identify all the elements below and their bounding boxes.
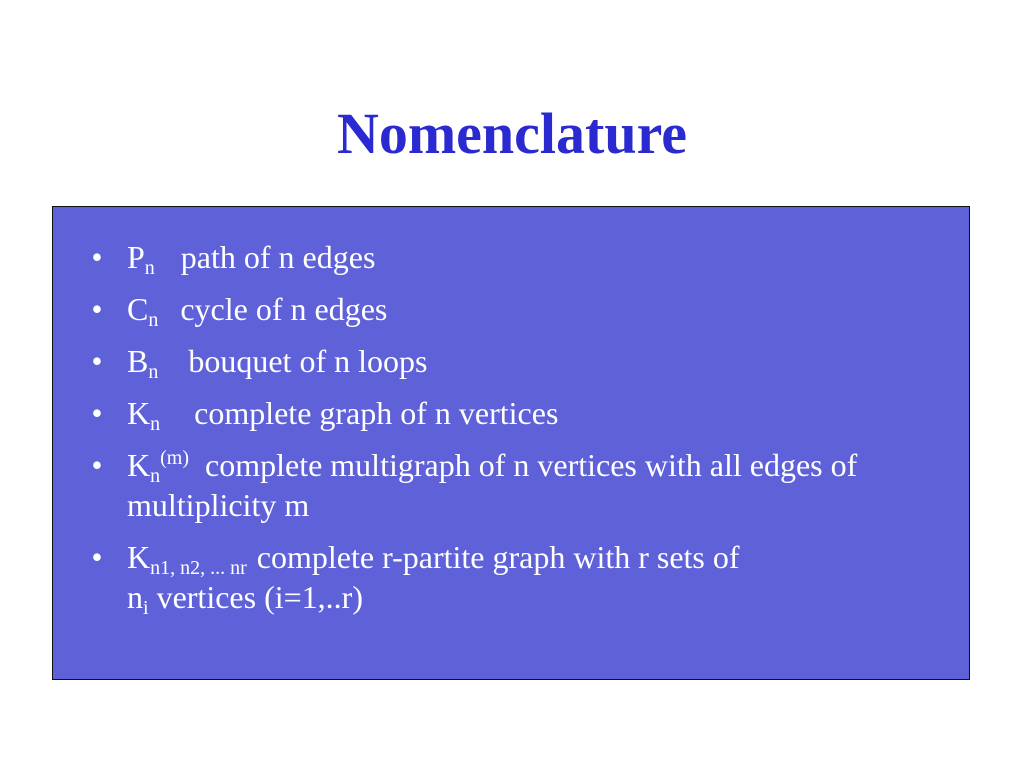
term-symbol (127, 341, 158, 381)
term-definition-rest: vertices (i=1,..r) (148, 579, 363, 615)
bullet-list (85, 237, 945, 629)
bullet-icon: • (91, 291, 103, 327)
bullet-icon: • (91, 539, 103, 575)
list-item (85, 445, 945, 525)
symbol-subscript: n (150, 465, 161, 487)
symbol-letter: K (127, 447, 151, 483)
symbol-subscript: n (148, 309, 159, 331)
term-definition: path of n edges (180, 239, 376, 275)
term-definition-subscript: i (143, 597, 149, 619)
symbol-letter: B (127, 343, 149, 379)
list-item (85, 289, 945, 329)
symbol-letter: C (127, 291, 149, 327)
symbol-subscript: n (144, 257, 155, 279)
term-definition: complete multigraph of n vertices with all edges of multiplicity m (127, 447, 858, 523)
bullet-icon: • (91, 343, 103, 379)
list-item (85, 341, 945, 381)
bullet-icon: • (91, 395, 103, 431)
term-symbol (127, 393, 160, 433)
symbol-subscript: n (150, 413, 161, 435)
bullet-icon: • (91, 239, 103, 275)
term-definition: cycle of n edges (180, 291, 388, 327)
term-definition: complete r-partite graph with r sets of (256, 539, 740, 575)
list-item (85, 393, 945, 433)
slide-title: Nomenclature (336, 101, 688, 166)
term-symbol (127, 289, 158, 329)
symbol-letter: P (127, 239, 145, 275)
symbol-letter: K (127, 395, 151, 431)
term-symbol (127, 237, 155, 277)
term-definition: complete graph of n vertices (194, 395, 559, 431)
term-definition: bouquet of n loops (188, 343, 428, 379)
list-item (85, 537, 945, 617)
term-definition-base: n (127, 579, 143, 615)
symbol-subscript: n1, n2, ... nr (150, 557, 247, 579)
symbol-subscript: n (148, 361, 159, 383)
term-symbol (127, 445, 189, 485)
symbol-superscript: (m) (160, 447, 189, 469)
term-symbol (127, 537, 247, 577)
symbol-letter: K (127, 539, 151, 575)
content-box (52, 206, 970, 680)
bullet-icon: • (91, 447, 103, 483)
list-item (85, 237, 945, 277)
